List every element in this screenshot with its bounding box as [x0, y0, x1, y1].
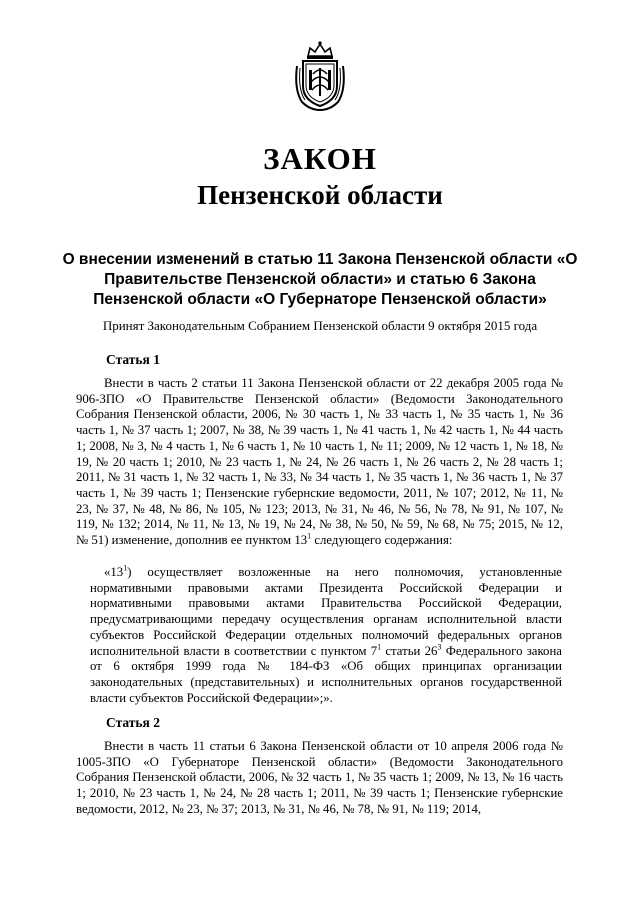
adoption-note: Принят Законодательным Собранием Пензенской области 9 октября 2015 года: [102, 318, 538, 333]
article-1-paragraph: Внести в часть 2 статьи 11 Закона Пензенской области от 22 декабря 2005 года № 906-ЗПО «О Правительстве Пензенской области» (Ведомости Законодательного Собрания Пензенской области, 2006, № 30 часть 1, № 33 часть 1, № 35 часть 1, № 36 часть 1, № 37 часть 1; 2007, № 38, № 39 часть 1, № 41 часть 1, № 42 часть 1, № 44 часть 1; 2008, № 3, № 4 часть 1, № 6 часть 1, № 10 часть 1, № 11; 2009, № 12 часть 1, № 18, № 19, № 20 часть 1; 2010, № 23 часть 1, № 24, № 26 часть 1, № 26 часть 2, № 28 часть 1; 2011, № 31 часть 1, № 32 часть 1, № 33, № 34 часть 1, № 35 часть 1, № 36 часть 1, № 37 часть 1, № 39 часть 1; Пензенские губернские ведомости, 2011, № 107; 2012, № 11, № 23, № 37, № 48, № 86, № 105, № 123; 2013, № 31, № 46, № 56, № 78, № 91, № 107, № 119, № 132; 2014, № 11, № 13, № 19, № 24, № 38, № 50, № 59, № 68, № 75; 2015, № 12, № 51) изменение, дополнив ее пунктом $13^1$ следующего содержания:: [76, 376, 563, 548]
article-1-quote: «$13^1$) осуществляет возложенные на него полномочия, установленные нормативными правовыми актами Президента Российской Федерации и нормативными правовыми актами Правительства Российской Федерации, предусматривающими передачу осуществления органам исполнительной власти субъектов Российской Федерации отдельных полномочий федеральных органов исполнительной власти в соответствии с пунктом $7^1$ статьи $26^3$ Федерального закона от 6 октября 1999 года № 184-ФЗ «Об общих принципах организации законодательных (представительных) и исполнительных органов государственной власти субъектов Российской Федерации»;».: [90, 563, 562, 705]
document-subject: О внесении изменений в статью 11 Закона Пензенской области «О Правительстве Пензенской области» и статью 6 Закона Пензенской области «О Губернаторе Пензенской области»: [62, 251, 578, 308]
document-title: ЗАКОН: [263, 141, 377, 176]
article-2-heading: Статья 2: [106, 715, 160, 730]
article-2-paragraph: Внести в часть 11 статьи 6 Закона Пензенской области от 10 апреля 2006 года № 1005-ЗПО «О Губернаторе Пензенской области» (Ведомости Законодательного Собрания Пензенской области, 2006, № 32 часть 1, № 35 часть 1; 2009, № 13, № 16 часть 1; 2010, № 23 часть 1, № 24, № 28 часть 1; 2011, № 39 часть 1; Пензенские губернские ведомости, 2012, № 23, № 37; 2013, № 31, № 46, № 78, № 91, № 119; 2014,: [76, 739, 563, 816]
coat-of-arms-icon: [292, 40, 348, 112]
article-1-heading: Статья 1: [106, 352, 160, 367]
document-region: Пензенской области: [197, 180, 443, 210]
